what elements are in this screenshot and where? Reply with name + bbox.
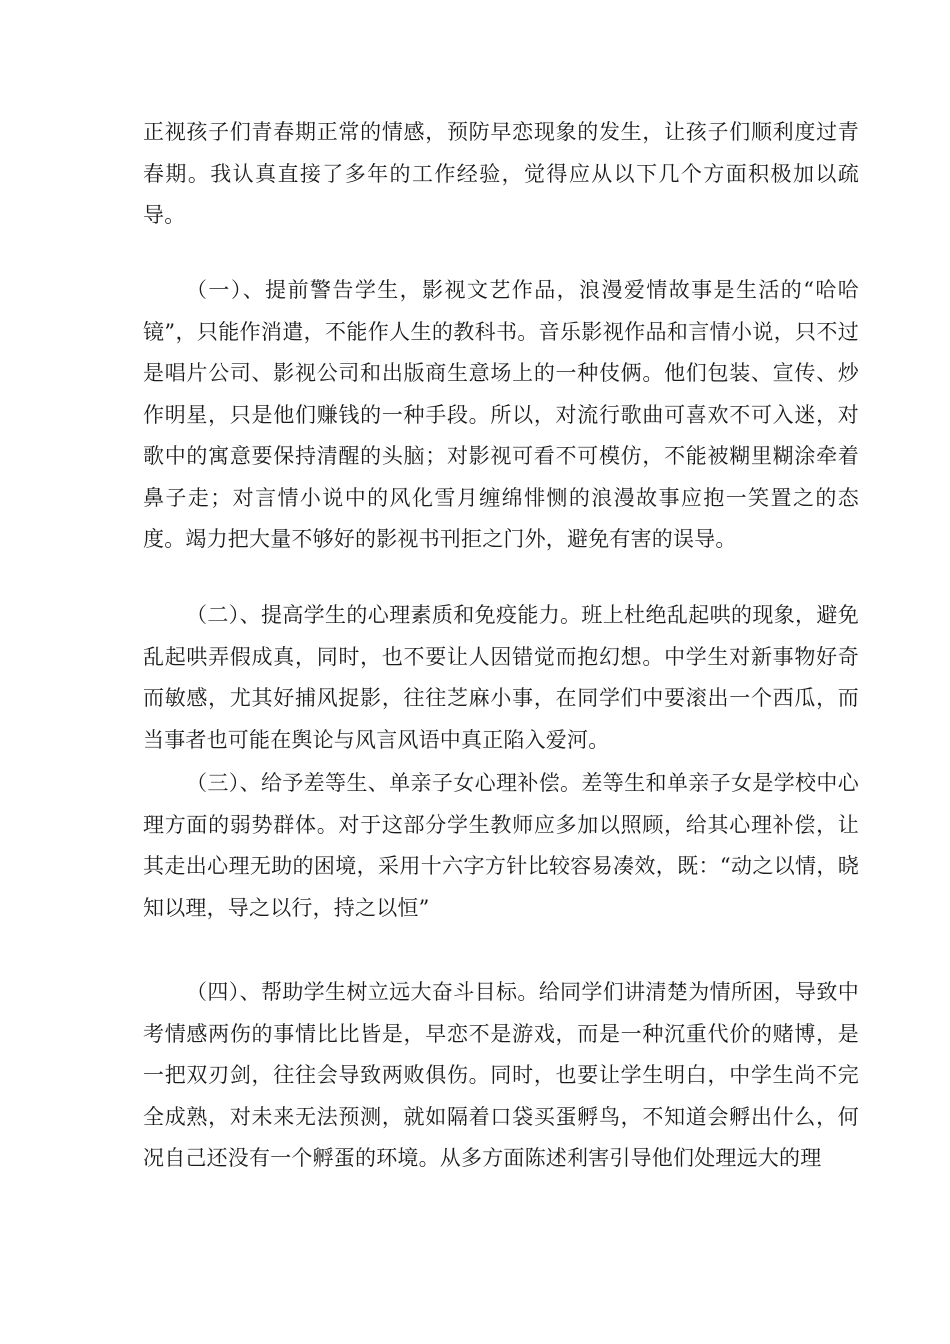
paragraph-text: 正视孩子们青春期正常的情感，预防早恋现象的发生，让孩子们顺利度过青春期。我认真直接了多年的工作经验，觉得应从以下几个方面积极加以疏导。 bbox=[143, 120, 859, 227]
paragraph-text: （三）、给予差等生、单亲子女心理补偿。差等生和单亲子女是学校中心理方面的弱势群体。对于这部分学生教师应多加以照顾，给其心理补偿，让其走出心理无助的困境，采用十六字方针比较容易凑效，既：“动之以情，晓知以理，导之以行，持之以恒” bbox=[143, 771, 859, 920]
paragraph-continued-intro bbox=[143, 112, 859, 237]
paragraph-section-2 bbox=[143, 595, 859, 761]
paragraph-text: （四）、帮助学生树立远大奋斗目标。给同学们讲清楚为情所困，导致中考情感两伤的事情比比皆是，早恋不是游戏，而是一种沉重代价的赌博，是一把双刃剑，往往会导致两败俱伤。同时，也要让学生明白，中学生尚不完全成熟，对未来无法预测，就如隔着口袋买蛋孵鸟，不知道会孵出什么，何况自己还没有一个孵蛋的环境。从多方面陈述利害引导他们处理远大的理 bbox=[143, 980, 859, 1170]
paragraph-section-4 bbox=[143, 972, 859, 1180]
paragraph-text: （一）、提前警告学生，影视文艺作品，浪漫爱情故事是生活的“哈哈镜”，只能作消遣，不能作人生的教科书。音乐影视作品和言情小说，只不过是唱片公司、影视公司和出版商生意场上的一种伎俩。他们包装、宣传、炒作明星，只是他们赚钱的一种手段。所以，对流行歌曲可喜欢不可入迷，对歌中的寓意要保持清醒的头脑；对影视可看不可模仿，不能被糊里糊涂牵着鼻子走；对言情小说中的风化雪月缠绵悱恻的浪漫故事应抱一笑置之的态度。竭力把大量不够好的影视书刊拒之门外，避免有害的误导。 bbox=[143, 278, 859, 551]
paragraph-section-1 bbox=[143, 270, 859, 561]
paragraph-text: （二）、提高学生的心理素质和免疫能力。班上杜绝乱起哄的现象，避免乱起哄弄假成真，同时，也不要让人因错觉而抱幻想。中学生对新事物好奇而敏感，尤其好捕风捉影，往往芝麻小事，在同学们中要滚出一个西瓜，而当事者也可能在舆论与风言风语中真正陷入爱河。 bbox=[143, 603, 859, 752]
paragraph-section-3 bbox=[143, 763, 859, 929]
